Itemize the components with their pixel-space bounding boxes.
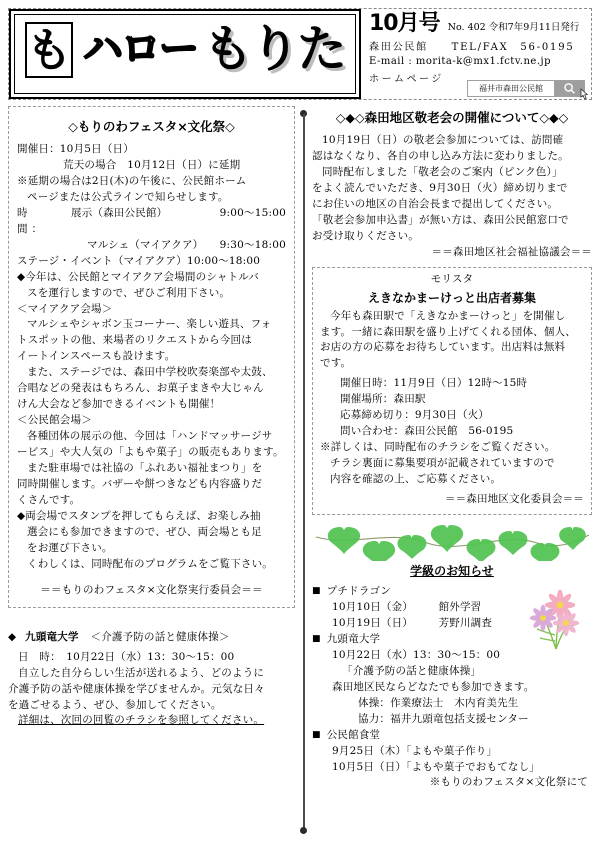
festival-rain-date: 荒天の場合 10月12日（日）に延期 [63,158,241,171]
morista-article [312,267,592,515]
festival-venue1-title: ＜マイアクア会場＞ [17,302,113,315]
festival-date: 開催日：10月5日（日） [17,143,134,155]
search-input[interactable]: 福井市森田公民館 [479,84,543,93]
email-line: E-mail : morita-k@mx1.fctv.ne.jp [369,56,551,67]
kuzuryu-heading-row [8,630,295,646]
class-item-0-name: プチドラゴン [326,585,391,598]
festival-detail-line: くわしくは、同時配布のプログラムをご覧下さい。 [27,557,273,570]
festival-stamp-l3: をお運び下さい。 [27,541,113,554]
keirokai-p1-l1: 10月19日（日）の敬老会参加については、訪問確 [322,134,564,146]
right-column [308,106,592,848]
morista-detail-date: 開催日時：11月9日（日）12時〜15時 [340,377,528,390]
class-item-0-row-1-date: 10月19日（日） [332,616,414,629]
keirokai-article [312,108,592,261]
bullet-square-icon: ■ [312,633,321,644]
morista-note-l3: 内容を確認の上、ご応募ください。 [330,473,502,486]
logo-hello-text: ハロー [83,26,197,72]
class-item-2-footnote: ※もりのわフェスタ×文化祭にて [429,776,588,789]
kuzuryu-body-l3: を過ごせるよう、ぜひ、参加してください。 [8,698,222,711]
festival-venue2-p2-l2: 同時開催します。バザーや餅つきなども内容盛りだ [17,478,263,491]
issue-number: No. 402 令和7年9月11日発行 [447,22,580,33]
morista-note-l2: チラシ裏面に募集要項が記載されていますので [330,457,555,470]
festival-venue2-p2-l1: また駐車場では社協の「ふれあい福祉まつり」を [27,462,263,475]
festival-stamp-l2: 選会にも参加できますので、ぜひ、両会場とも足 [27,525,262,538]
kuzuryu-body-l2: 介護予防の話や健康体操を学びませんか。元気な日々 [8,682,265,695]
leaf-garland-icon [312,521,592,561]
festival-venue2-p1-l1: 各種団体の展示の他、今回は「ハンドマッサージサ [27,430,273,443]
kuzuryu-heading: 九頭竜大学 [25,630,79,643]
festival-venue1-p2-l3: けん大会など参加できるイベントも開催！ [17,398,221,411]
classes-article [312,521,592,791]
bullet-square-icon: ■ [312,729,321,740]
class-item-2-name: 公民館食堂 [326,728,381,741]
festival-venue1-p1-l3: イートインスペースも設けます。 [17,350,176,363]
festival-venue2-p2-l3: くさんです。 [17,493,81,506]
search-button[interactable] [554,81,584,96]
festival-time-name-1: マルシェ（マイアクア） [87,238,204,251]
festival-venue1-p2-l2: 合唱などの発表はもちろん、お菓子まきや大じゃん [17,382,264,395]
festival-article [8,106,295,608]
morista-p1-l1: 今年も森田駅で「えきなかまーけっと」を開催し [330,309,566,322]
morista-signature: ＝＝森田地区文化委員会＝＝ [444,493,584,506]
class-item-0-row-0-detail: 館外学習 [438,600,482,613]
morista-note-l1: ※詳しくは、同時配布のチラシをご覧ください。 [320,441,556,454]
festival-time-row-0 [17,206,286,238]
morista-detail-contact: 問い合わせ：森田公民館 56-0195 [340,425,514,438]
festival-time-spacer [17,238,71,254]
festival-venue2-title: ＜公民館会場＞ [17,414,92,427]
class-item-0-row-1-detail: 芳野川調査 [438,616,493,629]
festival-time-name-0: 展示（森田公民館） [71,206,168,219]
morista-detail-deadline: 応募締め切り：9月30日（火） [340,409,490,422]
morista-p1-l4: です。 [320,357,352,370]
logo-mo-character: も [26,23,72,77]
keirokai-p2-l4: 「敬老会参加申込書」が無い方は、森田公民館窓口で [312,213,569,226]
festival-time-row-1 [17,238,286,254]
class-item-0-row-0-date: 10月10日（金） [332,600,414,613]
class-item-1-extra-0: 「介護予防の話と健康体操」 [342,664,482,677]
kuzuryu-datetime: 日 時： 10月22日（水）13：30〜15：00 [18,650,235,663]
logo-morita-text: もりた [203,20,344,78]
keirokai-p2-l3: にお住いの地区の自治会長まで提出してください。 [312,197,559,210]
festival-time-value-0: 9:00〜15:00 [219,206,286,219]
morista-p1-l2: ます。一緒に森田駅を盛り上げてくれる団体、個人、 [320,325,576,338]
keirokai-p2-l5: お受け取りください。 [312,229,419,242]
morista-title: えきなかまーけっと出店者募集 [367,290,536,305]
class-item-2-row-0-date: 9月25日（木）「よもや菓子作り」 [332,744,498,757]
class-item-2-row-1-date: 10月5日（日）「よもや菓子でおもてなし」 [332,760,540,773]
keirokai-signature: ＝＝森田地区社会福祉協議会＝＝ [431,245,592,258]
festival-time-label: 時 間： [17,206,46,235]
bullet-square-icon: ■ [312,586,321,597]
masthead [8,8,592,100]
cosmos-flowers-icon [526,579,588,653]
festival-note-line2: ページまたは公式ラインで知らせします。 [27,190,229,203]
festival-shuttle-line1: ◆今年は、公民館とマイアクア会場間のシャトルバ [17,270,259,283]
festival-venue1-p2-l1: また、ステージでは、森田中学校吹奏楽部や太鼓、 [27,366,273,379]
issue-row [369,13,587,35]
festival-stamp-l1: ◆両会場でスタンプを押してもらえば、お楽しみ抽 [17,509,261,522]
class-item-1-name: 九頭竜大学 [326,632,381,645]
left-column [8,106,299,848]
keirokai-p2-l1: 同時配布しました「敬老会のご案内（ピンク色）」 [322,165,563,178]
festival-note-line1: ※延期の場合は2日(木)の午後に、公民館ホーム [17,174,247,187]
content-columns [8,106,592,848]
kuzuryu-body-l1: 自立した自分らしい生活が送れるよう、どのように [18,666,265,679]
class-item-2 [312,728,592,744]
morista-detail-place: 開催場所：森田駅 [340,393,426,406]
mouse-cursor-icon [579,88,591,102]
kuzuryu-article [8,630,295,730]
kuzuryu-subheading: ＜介護予防の話と健康体操＞ [90,630,230,643]
kuzuryu-heading-mark: ◆ [8,630,17,643]
class-item-1-row-0-date: 10月22日（水）13：30〜15：00 [332,648,501,661]
kuzuryu-footer: 詳細は、次回の回覧のチラシを参照してください。 [18,714,265,727]
festival-venue1-p1-l2: トスポットの他、来場者のリクエストから今回は [17,334,252,347]
issue-month: 10月号 [369,11,440,36]
column-divider [299,106,308,848]
festival-stage-line: ステージ・イベント（マイアクア）10:00〜18:00 [17,254,261,267]
publication-info [361,9,591,99]
festival-venue2-p1-l2: ービス」や大人気の「よもや菓子」の販売もあります。 [17,446,284,459]
divider-dot-bottom [300,827,307,834]
festival-signature: ＝＝もりのわフェスタ×文化祭実行委員会＝＝ [40,583,263,596]
classes-title: 学級のお知らせ [410,564,494,579]
newsletter-logo [9,9,361,99]
homepage-label: ホームページ [369,74,444,85]
masthead-inner [8,8,592,100]
festival-venue1-p1-l1: マルシェやシャボン玉コーナー、楽しい遊具、フォ [27,318,272,331]
keirokai-p1-l2: 認はなくなり、各自の申し込み方法に変わりました。 [312,149,569,162]
class-item-1-extra-3: 協力：福井九頭竜包括支援センター [358,712,529,725]
festival-heading: ◇もりのわフェスタ×文化祭◇ [68,119,235,134]
class-item-1-extra-2: 体操：作業療法士 木内育美先生 [358,696,519,709]
morista-subtitle: モリスタ [430,272,474,285]
magnifier-icon [563,82,576,95]
festival-time-value-1: 9:30〜18:00 [219,238,286,251]
festival-shuttle-line2: スを運行しますので、ぜひご利用下さい。 [27,286,231,299]
morista-p1-l3: お店の方の応募をお待ちしています。出店料は無料 [320,341,566,354]
class-item-1-extra-1: 森田地区民ならどなたでも参加できます。 [332,680,535,693]
keirokai-p2-l2: をよく読んでいただき、9月30日（火）締め切りまで [312,181,568,194]
keirokai-heading: ◇◆◇森田地区敬老会の開催について◇◆◇ [335,110,569,125]
publisher-line: 森田公民館 TEL/FAX 56-0195 [369,42,575,53]
divider-line [303,114,305,830]
search-box[interactable] [467,80,585,97]
